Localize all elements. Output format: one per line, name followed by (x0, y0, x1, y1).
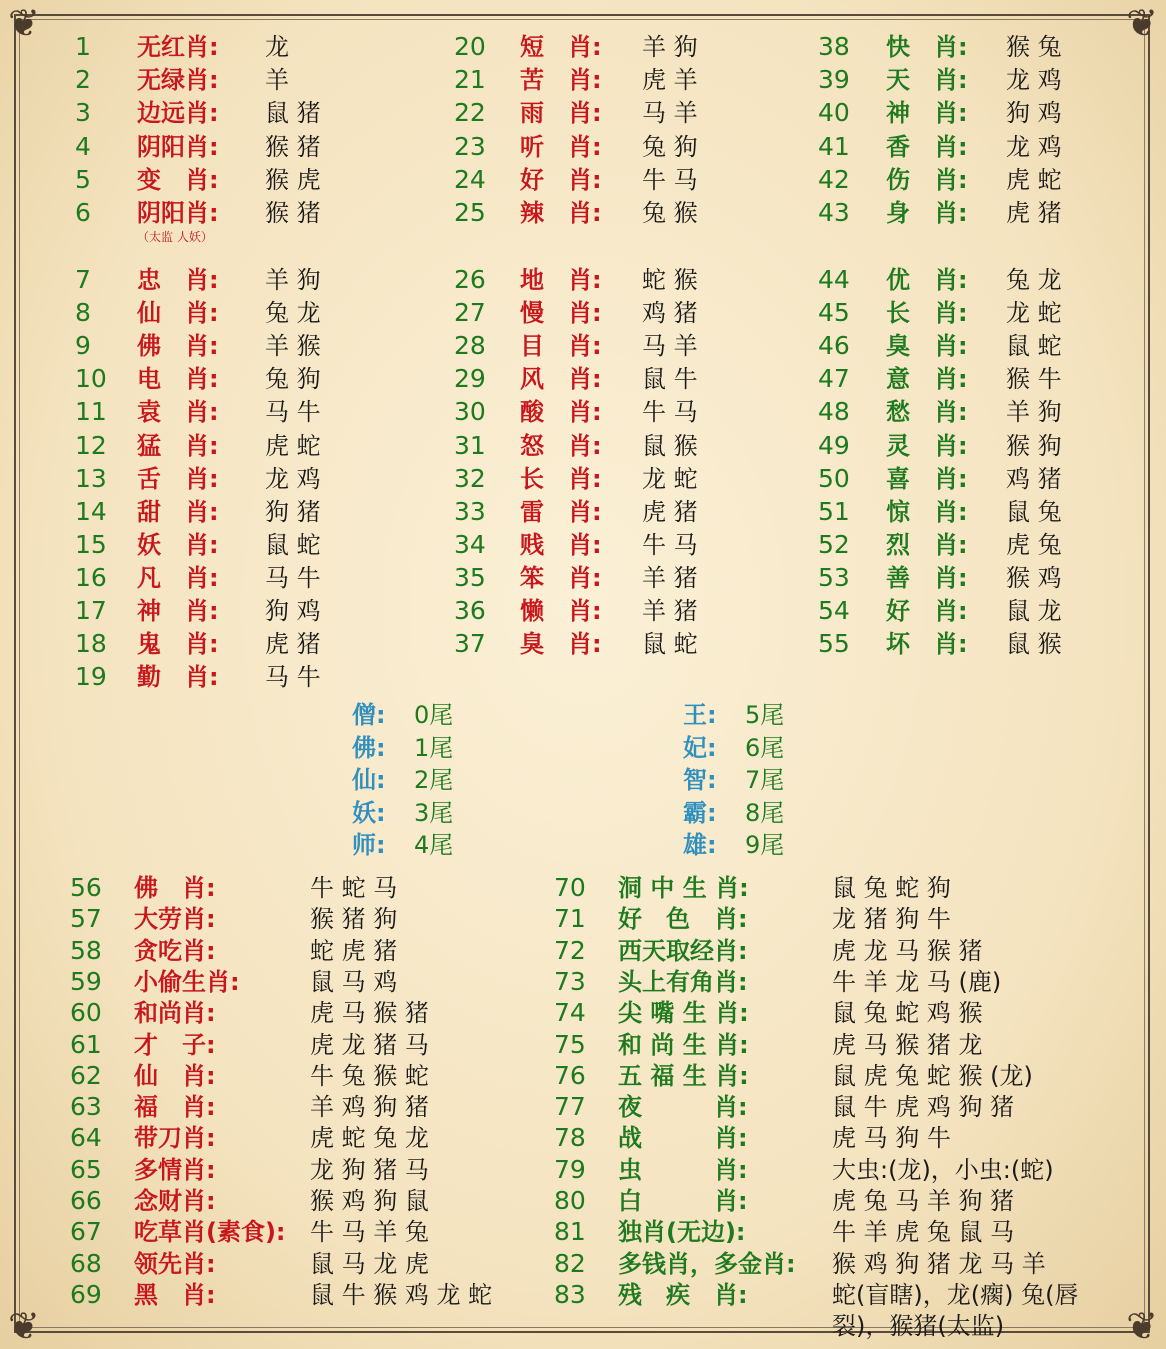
item-value: 鼠 牛 虎 鸡 狗 猪 (832, 1093, 1015, 1122)
item-label: 天 肖: (886, 66, 968, 95)
item-label: 身 肖: (886, 199, 968, 227)
item-number: 26 (454, 265, 486, 294)
item-number: 14 (75, 496, 107, 526)
item-value: 猴 鸡 狗 鼠 (310, 1187, 429, 1215)
item-label: 猛 肖: (137, 431, 219, 460)
item-label: 才 子: (134, 1030, 216, 1059)
item-number: 83 (554, 1279, 586, 1309)
item-number: 79 (554, 1154, 586, 1184)
item-value: 鸡 猪 (642, 299, 698, 328)
item-label: 独肖(无边): (618, 1218, 746, 1247)
tail-value: 1尾 (414, 733, 454, 762)
item-value: 虎 兔 (1006, 530, 1062, 559)
item-number: 29 (454, 364, 486, 394)
item-number: 44 (818, 265, 850, 294)
item-value: 鼠 猴 (642, 431, 698, 460)
item-number: 6 (75, 198, 91, 227)
item-number: 22 (454, 98, 486, 128)
item-number: 20 (454, 32, 486, 61)
tail-key: 僧: (352, 701, 386, 729)
item-value: 兔 狗 (642, 132, 698, 161)
item-label: 臭 肖: (886, 332, 968, 361)
tail-item (683, 765, 785, 795)
item-label: 阴阳肖: (137, 199, 219, 227)
item-value: 狗 猪 (265, 497, 321, 526)
corner-ornament-icon: ❦ (8, 1304, 40, 1348)
item-label: 尖 嘴 生 肖: (618, 999, 749, 1028)
item-value: 龙 (265, 33, 289, 61)
tail-value: 7尾 (745, 766, 785, 794)
item-value: 鸡 猪 (1006, 464, 1062, 493)
tail-value: 3尾 (414, 798, 454, 827)
item-label: 无绿肖: (137, 66, 219, 95)
item-value: 牛 兔 猴 蛇 (310, 1061, 429, 1090)
item-value: 虎 马 狗 牛 (832, 1124, 951, 1153)
item-value: 兔 龙 (1006, 266, 1062, 294)
item-value: 兔 狗 (265, 365, 321, 394)
item-value: 羊 狗 (265, 266, 321, 294)
item-label: 苦 肖: (520, 66, 602, 95)
note-6: （太监 人妖） (137, 230, 213, 244)
item-number: 21 (454, 65, 486, 95)
item-value: 鼠 马 龙 虎 (310, 1249, 429, 1278)
item-value: 马 羊 (642, 332, 698, 361)
item-number: 30 (454, 397, 486, 427)
item-number: 4 (75, 131, 91, 161)
item-label: 地 肖: (520, 266, 602, 294)
item-number: 33 (454, 496, 486, 526)
item-number: 59 (70, 966, 102, 996)
item-value: 牛 羊 龙 马 (鹿) (832, 967, 1002, 996)
item-value: 猴 猪 (265, 132, 321, 161)
item-label: 和 尚 生 肖: (618, 1030, 749, 1059)
item-label: 大劳肖: (134, 905, 216, 934)
item-label: 袁 肖: (137, 398, 219, 427)
item-label: 吃草肖(素食): (134, 1218, 286, 1247)
item-value: 鼠 虎 兔 蛇 猴 (龙) (832, 1061, 1033, 1090)
item-value: 鼠 猪 (265, 99, 321, 128)
item-value: 蛇 猴 (642, 266, 698, 294)
item-label: 酸 肖: (520, 398, 602, 427)
item-value: 虎 猪 (1006, 199, 1062, 227)
item-label: 福 肖: (134, 1093, 216, 1122)
tail-key: 智: (683, 766, 717, 794)
item-label: 舌 肖: (137, 464, 219, 493)
tail-item (683, 700, 785, 730)
corner-ornament-icon: ❦ (1126, 1304, 1158, 1348)
item-number: 39 (818, 65, 850, 95)
item-label: 仙 肖: (134, 1061, 216, 1090)
item-value: 兔 龙 (265, 299, 321, 328)
item-value: 牛 蛇 马 (310, 874, 398, 902)
item-number: 56 (70, 873, 102, 902)
item-value: 猴 猪 狗 (310, 905, 398, 934)
tail-value: 5尾 (745, 701, 785, 729)
item-number: 70 (554, 873, 586, 902)
item-value: 狗 鸡 (1006, 99, 1062, 128)
item-value: 牛 马 (642, 398, 698, 427)
item-number: 11 (75, 397, 107, 427)
item-value: 鼠 兔 蛇 鸡 猴 (832, 999, 983, 1028)
item-value: 大虫:(龙)，小虫:(蛇) (832, 1155, 1054, 1184)
item-value: 龙 蛇 (1006, 299, 1062, 328)
item-number: 32 (454, 463, 486, 493)
tail-value: 6尾 (745, 733, 785, 762)
item-label: 阴阳肖: (137, 132, 219, 161)
item-label: 夜 肖: (618, 1093, 748, 1122)
item-value: 虎 猪 (265, 630, 321, 659)
item-number: 7 (75, 265, 91, 294)
item-label: 辣 肖: (520, 199, 602, 227)
item-label: 烈 肖: (886, 530, 968, 559)
item-value: 鼠 蛇 (265, 530, 321, 559)
item-label: 仙 肖: (137, 299, 219, 328)
item-number: 76 (554, 1060, 586, 1090)
item-label: 伤 肖: (886, 165, 968, 194)
item-label: 懒 肖: (520, 597, 602, 625)
item-number: 1 (75, 32, 91, 61)
item-label: 慢 肖: (520, 299, 602, 328)
item-value: 虎 羊 (642, 66, 698, 95)
tail-key: 仙: (352, 766, 386, 794)
item-number: 80 (554, 1186, 586, 1215)
item-number: 46 (818, 331, 850, 361)
item-number: 81 (554, 1217, 586, 1247)
item-number: 10 (75, 364, 107, 394)
tail-item (683, 798, 785, 828)
tail-item (352, 700, 454, 730)
item-value: 马 牛 (265, 663, 321, 692)
item-number: 65 (70, 1154, 102, 1184)
item-label: 和尚肖: (134, 999, 216, 1028)
item-label: 惊 肖: (886, 497, 968, 526)
item-label: 多钱肖，多金肖: (618, 1249, 796, 1278)
item-label: 好 色 肖: (618, 905, 748, 934)
tail-value: 8尾 (745, 798, 785, 827)
tail-item (683, 830, 785, 860)
item-value: 虎 马 猴 猪 (310, 999, 429, 1028)
item-value: 龙 鸡 (1006, 132, 1062, 161)
tail-item (352, 765, 454, 795)
item-label: 带刀肖: (134, 1124, 216, 1153)
tail-key: 王: (683, 701, 717, 729)
item-value: 蛇 虎 猪 (310, 936, 398, 965)
tail-item (352, 798, 454, 828)
item-label: 残 疾 肖: (618, 1280, 748, 1309)
item-label: 勤 肖: (137, 663, 219, 692)
item-number: 52 (818, 529, 850, 559)
item-label: 香 肖: (886, 132, 968, 161)
item-number: 17 (75, 596, 107, 625)
tail-item (352, 733, 454, 763)
item-label: 听 肖: (520, 132, 602, 161)
item-label: 变 肖: (137, 165, 219, 194)
item-value: 鼠 兔 (1006, 497, 1062, 526)
item-value: 猴 鸡 狗 猪 龙 马 羊 (832, 1249, 1046, 1278)
item-number: 37 (454, 629, 486, 659)
tail-value: 4尾 (414, 831, 454, 859)
tail-key: 佛: (352, 733, 386, 762)
item-label: 坏 肖: (886, 630, 968, 659)
tail-value: 0尾 (414, 701, 454, 729)
item-number: 51 (818, 496, 850, 526)
item-number: 45 (818, 298, 850, 328)
item-number: 63 (70, 1092, 102, 1122)
item-label: 甜 肖: (137, 497, 219, 526)
item-label: 快 肖: (886, 33, 968, 61)
item-label: 念财肖: (134, 1187, 216, 1215)
item-number: 31 (454, 430, 486, 460)
item-label: 领先肖: (134, 1249, 216, 1278)
item-value: 马 牛 (265, 398, 321, 427)
item-value: 羊 鸡 狗 猪 (310, 1093, 429, 1122)
item-value: 羊 猴 (265, 332, 321, 361)
item-number: 62 (70, 1060, 102, 1090)
item-label: 怒 肖: (520, 431, 602, 460)
item-label: 电 肖: (137, 365, 219, 394)
item-number: 47 (818, 364, 850, 394)
item-value: 猴 虎 (265, 165, 321, 194)
item-value: 虎 猪 (642, 497, 698, 526)
item-number: 74 (554, 998, 586, 1028)
item-label: 贱 肖: (520, 530, 602, 559)
item-value: 羊 狗 (642, 33, 698, 61)
item-number: 8 (75, 298, 91, 328)
item-value: 狗 鸡 (265, 597, 321, 625)
item-label: 多情肖: (134, 1155, 216, 1184)
item-number: 53 (818, 562, 850, 592)
item-label: 战 肖: (618, 1124, 748, 1153)
item-number: 71 (554, 904, 586, 934)
item-value: 猴 兔 (1006, 33, 1062, 61)
item-value: 龙 狗 猪 马 (310, 1155, 429, 1184)
item-label: 西天取经肖: (618, 936, 748, 965)
item-value: 羊 (265, 66, 289, 95)
corner-ornament-icon: ❦ (8, 1, 40, 45)
item-number: 82 (554, 1248, 586, 1278)
item-value: 龙 鸡 (1006, 66, 1062, 95)
item-number: 42 (818, 164, 850, 194)
item-label: 好 肖: (520, 165, 602, 194)
item-value: 虎 蛇 兔 龙 (310, 1124, 429, 1153)
tail-key: 妃: (683, 733, 717, 762)
item-value: 羊 猪 (642, 563, 698, 592)
item-number: 27 (454, 298, 486, 328)
item-number: 12 (75, 430, 107, 460)
item-number: 61 (70, 1029, 102, 1059)
item-value: 蛇(盲瞎)，龙(瘸) 兔(唇裂)，猴猪(太监) (832, 1280, 1079, 1340)
item-number: 9 (75, 331, 91, 361)
item-value: 猴 猪 (265, 199, 321, 227)
item-label: 五 福 生 肖: (618, 1061, 749, 1090)
item-number: 24 (454, 164, 486, 194)
item-number: 34 (454, 529, 486, 559)
item-number: 57 (70, 904, 102, 934)
item-value: 羊 猪 (642, 597, 698, 625)
item-number: 28 (454, 331, 486, 361)
item-label: 头上有角肖: (618, 967, 748, 996)
item-label: 白 肖: (618, 1187, 748, 1215)
item-number: 49 (818, 430, 850, 460)
item-number: 77 (554, 1092, 586, 1122)
corner-ornament-icon: ❦ (1126, 1, 1158, 45)
item-value: 猴 狗 (1006, 431, 1062, 460)
item-label: 神 肖: (137, 597, 219, 625)
item-number: 25 (454, 198, 486, 227)
item-value: 鼠 牛 猴 鸡 龙 蛇 (310, 1280, 493, 1309)
item-label: 边远肖: (137, 99, 219, 128)
item-value: 虎 蛇 (265, 431, 321, 460)
item-value: 虎 兔 马 羊 狗 猪 (832, 1187, 1015, 1215)
tail-key: 师: (352, 831, 386, 859)
item-label: 长 肖: (886, 299, 968, 328)
item-number: 36 (454, 596, 486, 625)
item-value: 猴 牛 (1006, 365, 1062, 394)
item-number: 35 (454, 562, 486, 592)
item-number: 68 (70, 1248, 102, 1278)
tail-key: 霸: (683, 798, 717, 827)
item-value: 鼠 龙 (1006, 597, 1062, 625)
item-label: 忠 肖: (137, 266, 219, 294)
item-label: 好 肖: (886, 597, 968, 625)
item-number: 23 (454, 131, 486, 161)
item-number: 54 (818, 596, 850, 625)
item-number: 2 (75, 65, 91, 95)
item-label: 喜 肖: (886, 464, 968, 493)
item-label: 雷 肖: (520, 497, 602, 526)
item-label: 佛 肖: (134, 874, 216, 902)
tail-key: 妖: (352, 798, 386, 827)
item-number: 75 (554, 1029, 586, 1059)
item-value: 鼠 蛇 (642, 630, 698, 659)
item-label: 优 肖: (886, 266, 968, 294)
item-label: 灵 肖: (886, 431, 968, 460)
item-value: 羊 狗 (1006, 398, 1062, 427)
item-label: 笨 肖: (520, 563, 602, 592)
item-label: 意 肖: (886, 365, 968, 394)
item-label: 雨 肖: (520, 99, 602, 128)
tail-value: 2尾 (414, 766, 454, 794)
item-value: 龙 猪 狗 牛 (832, 905, 951, 934)
item-number: 38 (818, 32, 850, 61)
item-label: 神 肖: (886, 99, 968, 128)
item-number: 15 (75, 529, 107, 559)
item-number: 72 (554, 935, 586, 965)
item-number: 58 (70, 935, 102, 965)
tail-item (352, 830, 454, 860)
item-value: 牛 羊 虎 兔 鼠 马 (832, 1218, 1015, 1247)
item-value: 鼠 牛 (642, 365, 698, 394)
item-value: 鼠 蛇 (1006, 332, 1062, 361)
item-label: 洞 中 生 肖: (618, 874, 749, 902)
item-number: 50 (818, 463, 850, 493)
item-value: 牛 马 (642, 165, 698, 194)
item-number: 18 (75, 629, 107, 659)
item-label: 鬼 肖: (137, 630, 219, 659)
item-number: 41 (818, 131, 850, 161)
item-number: 73 (554, 966, 586, 996)
tail-value: 9尾 (745, 831, 785, 859)
item-value: 龙 蛇 (642, 464, 698, 493)
item-number: 55 (818, 629, 850, 659)
item-value: 鼠 猴 (1006, 630, 1062, 659)
item-value: 虎 龙 猪 马 (310, 1030, 429, 1059)
item-number: 64 (70, 1123, 102, 1153)
item-value: 虎 马 猴 猪 龙 (832, 1030, 983, 1059)
item-value: 鼠 马 鸡 (310, 967, 398, 996)
item-value: 兔 猴 (642, 199, 698, 227)
item-number: 43 (818, 198, 850, 227)
item-label: 凡 肖: (137, 563, 219, 592)
item-number: 78 (554, 1123, 586, 1153)
item-label: 愁 肖: (886, 398, 968, 427)
tail-key: 雄: (683, 831, 717, 859)
item-value: 虎 龙 马 猴 猪 (832, 936, 983, 965)
item-number: 16 (75, 562, 107, 592)
item-label: 目 肖: (520, 332, 602, 361)
item-label: 臭 肖: (520, 630, 602, 659)
item-value: 马 羊 (642, 99, 698, 128)
item-number: 3 (75, 98, 91, 128)
item-label: 善 肖: (886, 563, 968, 592)
item-value: 龙 鸡 (265, 464, 321, 493)
item-label: 无红肖: (137, 33, 219, 61)
item-number: 60 (70, 998, 102, 1028)
item-label: 虫 肖: (618, 1155, 748, 1184)
item-number: 48 (818, 397, 850, 427)
item-number: 69 (70, 1279, 102, 1309)
item-value: 虎 蛇 (1006, 165, 1062, 194)
item-number: 19 (75, 662, 107, 692)
item-value: 牛 马 (642, 530, 698, 559)
item-label: 佛 肖: (137, 332, 219, 361)
item-label: 贪吃肖: (134, 936, 216, 965)
item-value: 鼠 兔 蛇 狗 (832, 874, 951, 902)
tail-item (683, 733, 785, 763)
item-number: 5 (75, 164, 91, 194)
item-label: 长 肖: (520, 464, 602, 493)
item-label: 风 肖: (520, 365, 602, 394)
item-number: 40 (818, 98, 850, 128)
item-value: 猴 鸡 (1006, 563, 1062, 592)
item-number: 67 (70, 1217, 102, 1247)
item-number: 66 (70, 1186, 102, 1215)
item-label: 黑 肖: (134, 1280, 216, 1309)
item-label: 妖 肖: (137, 530, 219, 559)
item-label: 小偷生肖: (134, 967, 240, 996)
item-label: 短 肖: (520, 33, 602, 61)
item-number: 13 (75, 463, 107, 493)
item-value: 牛 马 羊 兔 (310, 1218, 429, 1247)
item-value: 马 牛 (265, 563, 321, 592)
